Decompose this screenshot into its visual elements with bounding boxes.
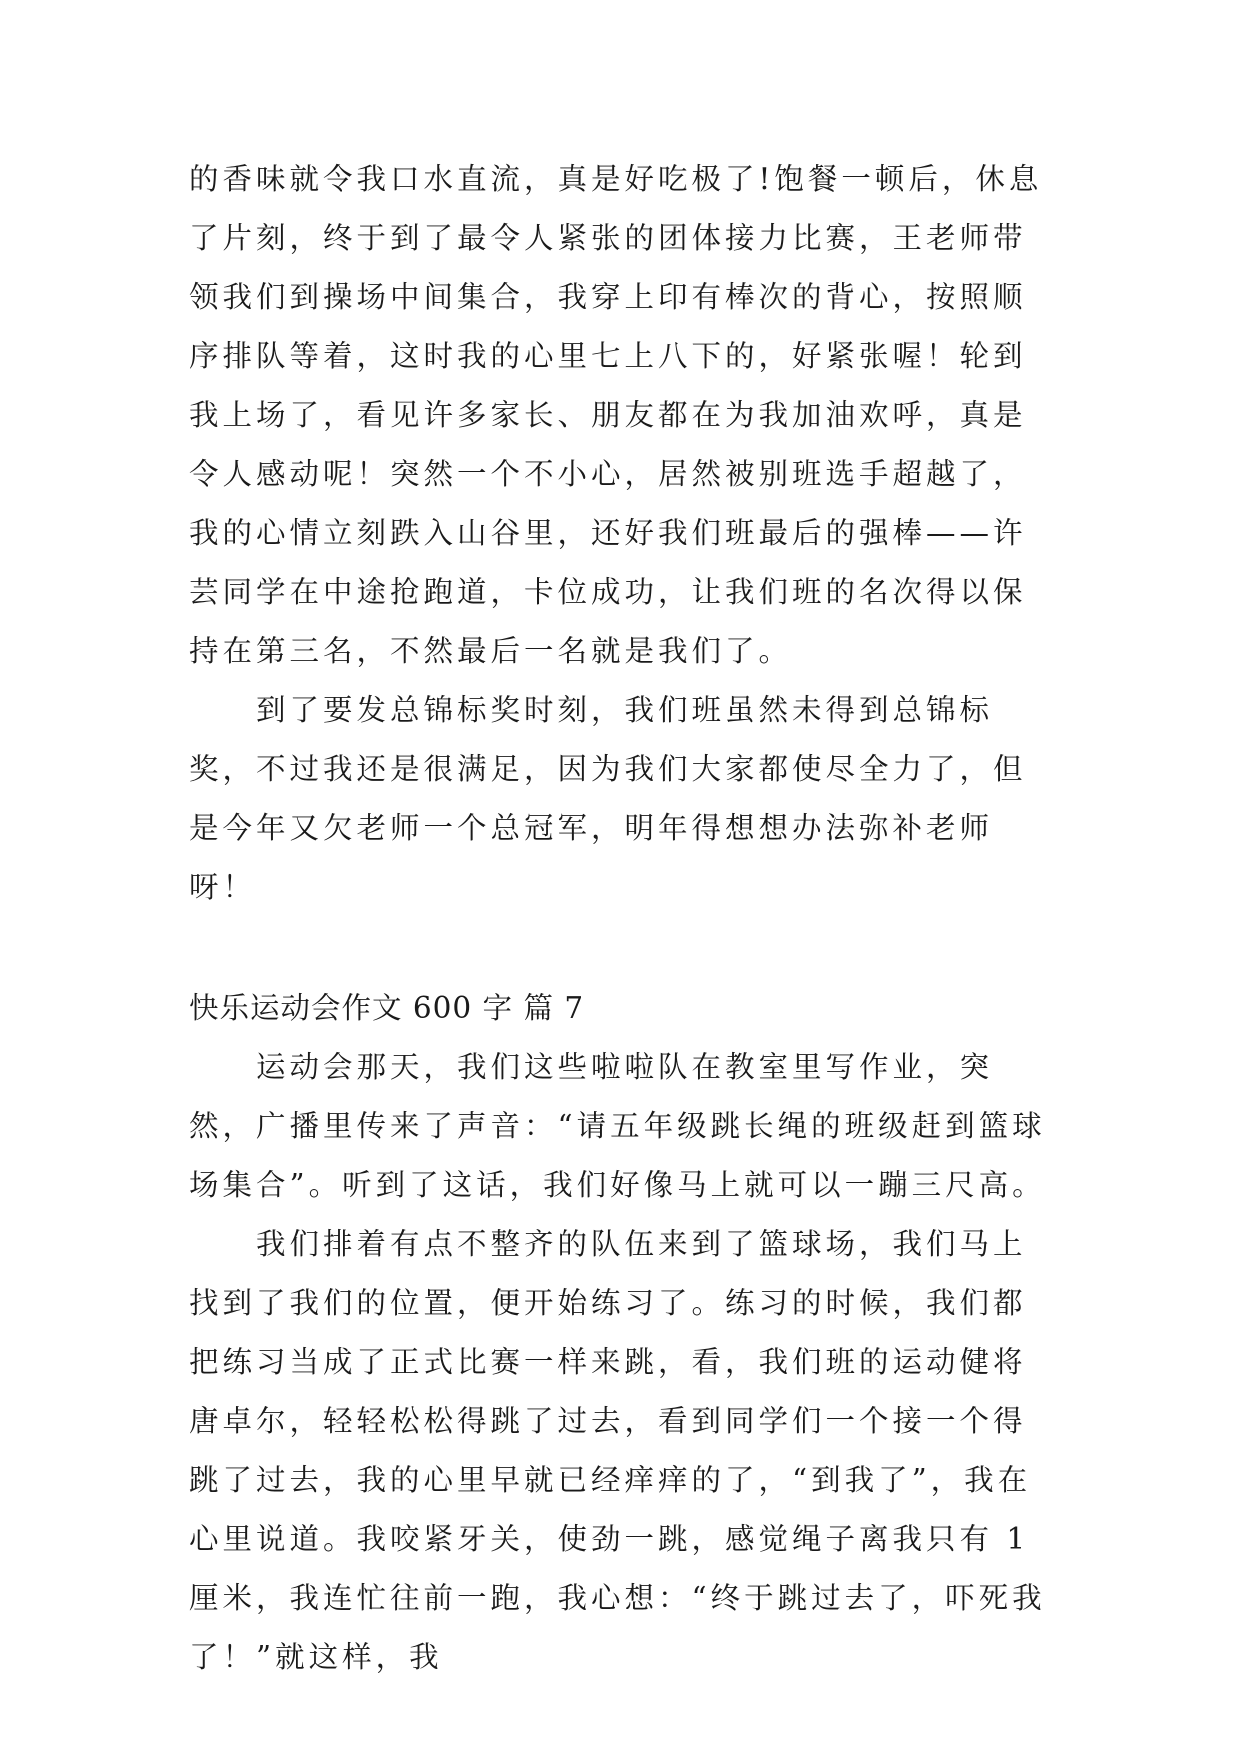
continuation-paragraph: 的香味就令我口水直流，真是好吃极了!饱餐一顿后，休息了片刻，终于到了最令人紧张的团体接力比赛，王老师带领我们到操场中间集合，我穿上印有棒次的背心，按照顺序排队等着，这时我的心里七上八下的，好紧张喔！轮到我上场了，看见许多家长、朋友都在为我加油欢呼，真是令人感动呢！突然一个不小心，居然被别班选手超越了，我的心情立刻跌入山谷里，还好我们班最后的强棒——许芸同学在中途抢跑道，卡位成功，让我们班的名次得以保持在第三名，不然最后一名就是我们了。 bbox=[189, 162, 1043, 668]
section-spacer bbox=[189, 917, 1059, 979]
section-title: 快乐运动会作文 600 字 篇 7 bbox=[189, 991, 585, 1025]
section-paragraph-2: 我们排着有点不整齐的队伍来到了篮球场，我们马上找到了我们的位置，便开始练习了。练习的时候，我们都把练习当成了正式比赛一样来跳，看，我们班的运动健将唐卓尔，轻轻松松得跳了过去，看到同学们一个接一个得跳了过去，我的心里早就已经痒痒的了，“到我了”，我在心里说道。我咬紧牙关，使劲一跳，感觉绳子离我只有 1 厘米，我连忙往前一跑，我心想：“终于跳过去了，吓死我了！”就这样，我 bbox=[189, 1227, 1046, 1674]
section-paragraph-1: 运动会那天，我们这些啦啦队在教室里写作业，突然，广播里传来了声音：“请五年级跳长绳的班级赶到篮球场集合”。听到了这话，我们好像马上就可以一蹦三尺高。 bbox=[189, 1050, 1046, 1202]
ending-paragraph: 到了要发总锦标奖时刻，我们班虽然未得到总锦标奖，不过我还是很满足，因为我们大家都使尽全力了，但是今年又欠老师一个总冠军，明年得想想办法弥补老师呀！ bbox=[189, 693, 1027, 904]
document-body bbox=[189, 150, 1059, 1687]
